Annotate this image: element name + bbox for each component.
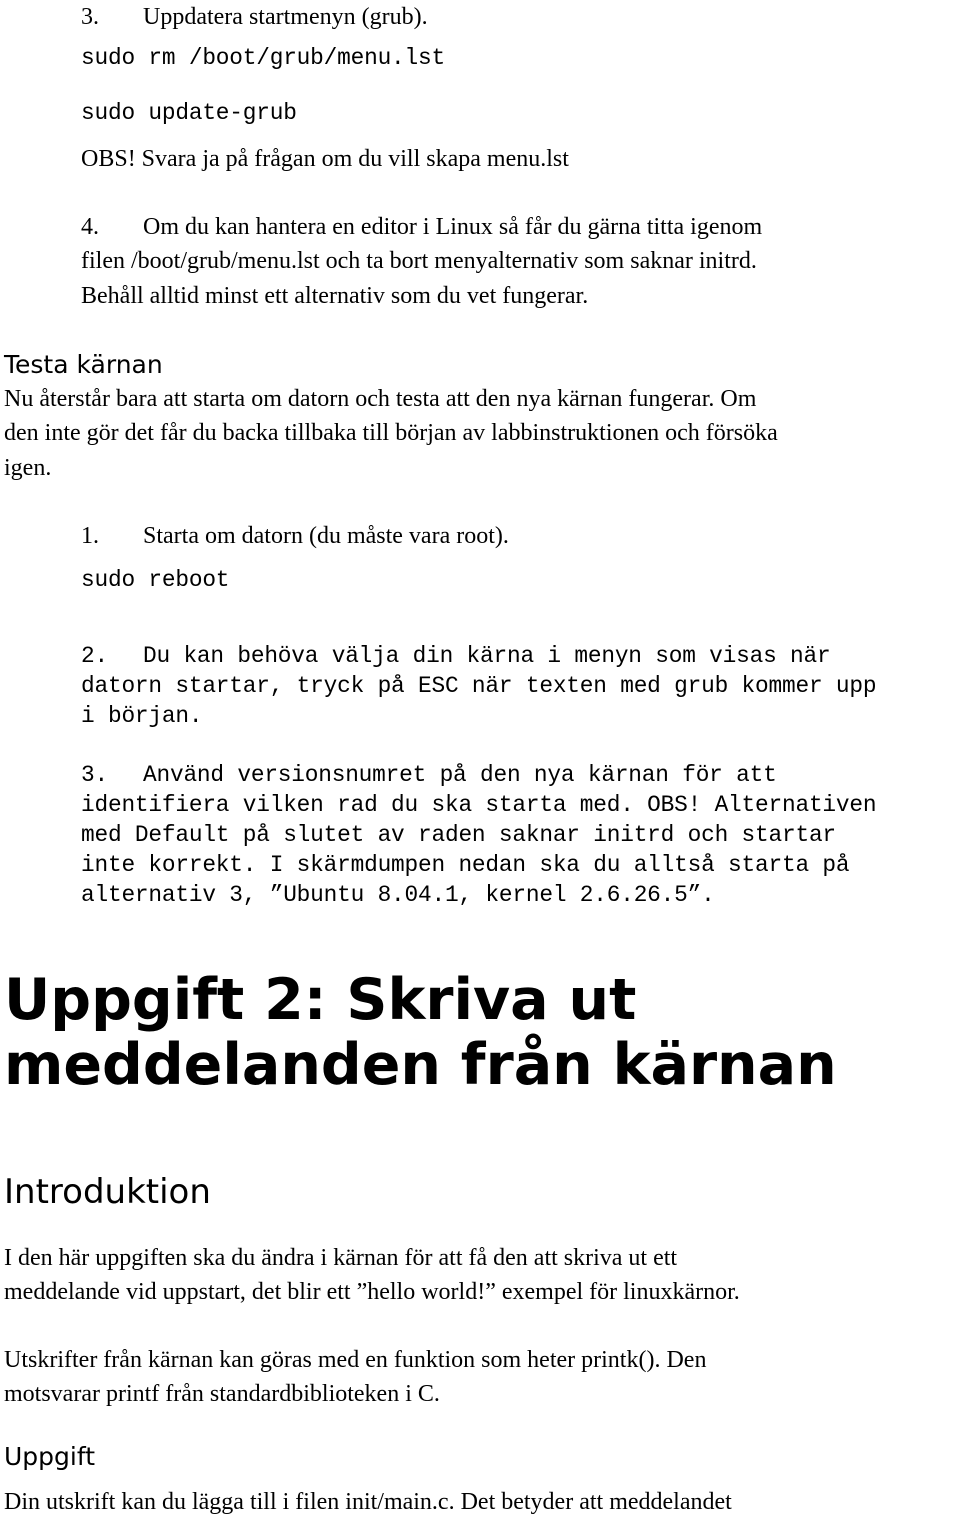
step-number: 1. — [81, 523, 99, 549]
step-4-line: Behåll alltid minst ett alternativ som du vet fungerar. — [81, 283, 589, 309]
step-2-line: i början. — [81, 703, 203, 729]
step-3-line: alternativ 3, ”Ubuntu 8.04.1, kernel 2.6.26.5”. — [81, 882, 715, 908]
chapter-title: meddelanden från kärnan — [4, 1032, 837, 1098]
step-text: Om du kan hantera en editor i Linux så får du gärna titta igenom — [143, 214, 763, 240]
step-text: Använd versionsnumret på den nya kärnan för att — [143, 762, 777, 788]
paragraph-line: I den här uppgiften ska du ändra i kärnan för att få den att skriva ut ett — [4, 1245, 678, 1271]
step-number: 3. — [81, 4, 99, 30]
paragraph-line: Nu återstår bara att starta om datorn och testa att den nya kärnan fungerar. Om — [4, 386, 757, 412]
step-number: 4. — [81, 214, 99, 240]
command-line: sudo reboot — [81, 567, 230, 593]
step-title: Starta om datorn (du måste vara root). — [143, 523, 509, 549]
section-heading: Uppgift — [4, 1442, 96, 1471]
step-3-line: inte korrekt. I skärmdumpen nedan ska du alltså starta på — [81, 852, 850, 878]
step-3-line: med Default på slutet av raden saknar initrd och startar — [81, 822, 836, 848]
command-line: sudo update-grub — [81, 100, 297, 126]
step-2-line: datorn startar, tryck på ESC när texten med grub kommer upp — [81, 673, 877, 699]
step-text: Du kan behöva välja din kärna i menyn som visas när — [143, 643, 831, 669]
step-3-line: identifiera vilken rad du ska starta med. OBS! Alternativen — [81, 792, 877, 818]
step-number: 2. — [81, 643, 108, 669]
step-2-line — [81, 641, 831, 671]
paragraph-line: den inte gör det får du backa tillbaka till början av labbinstruktionen och försöka — [4, 420, 778, 446]
step-1-line — [81, 521, 509, 551]
step-3-heading — [81, 2, 428, 32]
step-title: Uppdatera startmenyn (grub). — [143, 4, 428, 30]
step-4-line — [81, 212, 762, 242]
chapter-title: Uppgift 2: Skriva ut — [4, 967, 637, 1033]
step-4-line: filen /boot/grub/menu.lst och ta bort menyalternativ som saknar initrd. — [81, 248, 757, 274]
step-number: 3. — [81, 762, 108, 788]
paragraph-line: motsvarar printf från standardbiblioteken i C. — [4, 1381, 440, 1407]
paragraph-line: Din utskrift kan du lägga till i filen init/main.c. Det betyder att meddelandet — [4, 1489, 732, 1515]
section-heading: Introduktion — [4, 1172, 211, 1212]
command-line: sudo rm /boot/grub/menu.lst — [81, 45, 445, 71]
section-heading: Testa kärnan — [4, 350, 163, 379]
paragraph-line: Utskrifter från kärnan kan göras med en funktion som heter printk(). Den — [4, 1347, 707, 1373]
step-3-line — [81, 760, 777, 790]
paragraph-line: igen. — [4, 455, 52, 481]
note-text: OBS! Svara ja på frågan om du vill skapa menu.lst — [81, 146, 569, 172]
paragraph-line: meddelande vid uppstart, det blir ett ”hello world!” exempel för linuxkärnor. — [4, 1279, 740, 1305]
